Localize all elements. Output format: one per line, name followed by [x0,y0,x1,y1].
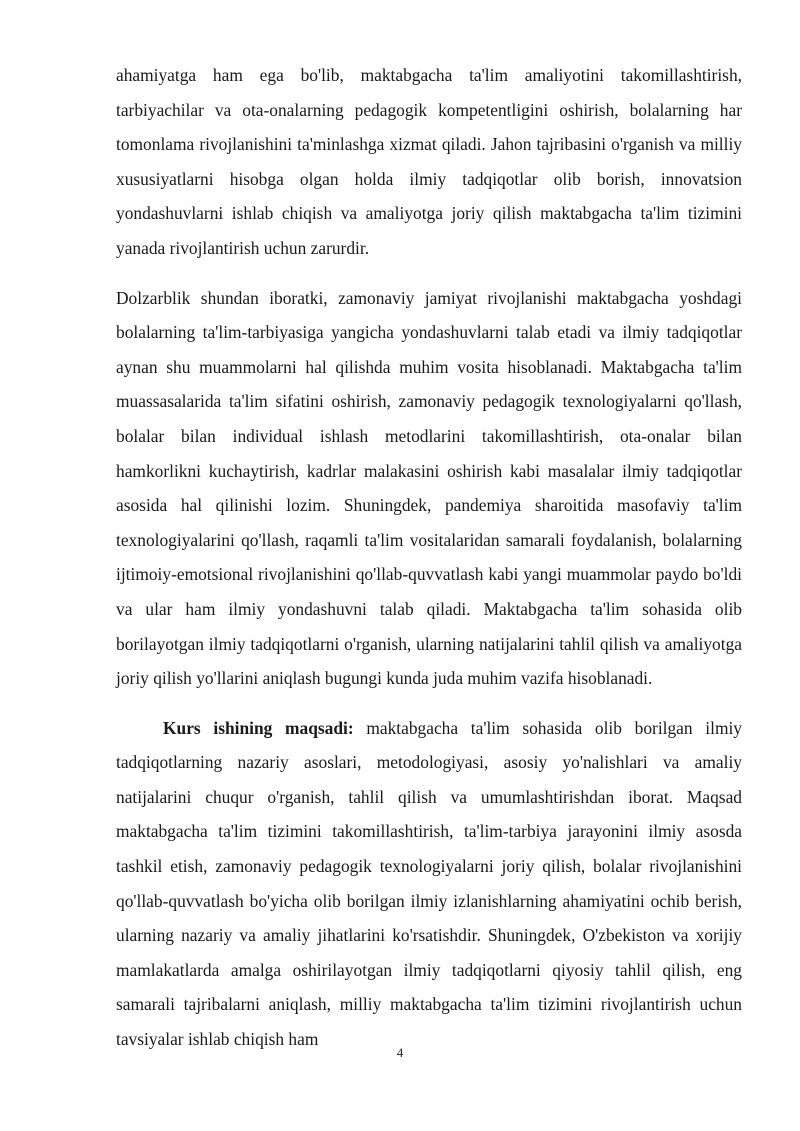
paragraph-significance [116,58,742,266]
paragraph-lead-heading: Kurs ishining maqsadi: [163,717,354,738]
document-body [116,58,742,1072]
paragraph-course-goal [116,711,742,1057]
paragraph-text: Dolzarblik shundan iboratki, zamonaviy jamiyat rivojlanishi maktabgacha yoshdagi bolalarning ta'lim-tarbiyasiga yangicha yondashuvlarni talab etadi va ilmiy tadqiqotlar aynan shu muammolarni hal qilishda muhim vosita hisoblanadi. Maktabgacha ta'lim muassasalarida ta'lim sifatini oshirish, zamonaviy pedagogik texnologiyalarni qo'llash, bolalar bilan individual ishlash metodlarini takomillashtirish, ota-onalar bilan hamkorlikni kuchaytirish, kadrlar malakasini oshirish kabi masalalar ilmiy tadqiqotlar asosida hal qilinishi lozim. Shuningdek, pandemiya sharoitida masofaviy ta'lim texnologiyalarini qo'llash, raqamli ta'lim vositalaridan samarali foydalanish, bolalarning ijtimoiy-emotsional rivojlanishini qo'llab-quvvatlash kabi yangi muammolar paydo bo'ldi va ular ham ilmiy yondashuvni talab qiladi. Maktabgacha ta'lim sohasida olib borilayotgan ilmiy tadqiqotlarni o'rganish, ularning natijalarini tahlil qilish va amaliyotga joriy qilish yo'llarini aniqlash bugungi kunda juda muhim vazifa hisoblanadi. [116,287,742,689]
paragraph-text: maktabgacha ta'lim sohasida olib borilgan ilmiy tadqiqotlarning nazariy asoslari, metodologiyasi, asosiy yo'nalishlari va amaliy natijalarini chuqur o'rganish, tahlil qilish va umumlashtirishdan iborat. Maqsad maktabgacha ta'lim tizimini takomillashtirish, ta'lim-tarbiya jarayonini ilmiy asosda tashkil etish, zamonaviy pedagogik texnologiyalarni joriy qilish, bolalar rivojlanishini qo'llab-quvvatlash bo'yicha olib borilgan ilmiy izlanishlarning ahamiyatini ochib berish, ularning nazariy va amaliy jihatlarini ko'rsatishdir. Shuningdek, O'zbekiston va xorijiy mamlakatlarda amalga oshirilayotgan ilmiy tadqiqotlarni qiyosiy tahlil qilish, eng samarali tajribalarni aniqlash, milliy maktabgacha ta'lim tizimini rivojlantirish uchun tavsiyalar ishlab chiqish ham [116,717,743,1050]
page-number: 4 [396,1045,404,1060]
paragraph-text: ahamiyatga ham ega bo'lib, maktabgacha ta'lim amaliyotini takomillashtirish, tarbiyachilar va ota-onalarning pedagogik kompetentligini oshirish, bolalarning har tomonlama rivojlanishini ta'minlashga xizmat qiladi. Jahon tajribasini o'rganish va milliy xususiyatlarni hisobga olgan holda ilmiy tadqiqotlar olib borish, innovatsion yondashuvlarni ishlab chiqish va amaliyotga joriy qilish maktabgacha ta'lim tizimini yanada rivojlantirish uchun zarurdir. [116,65,742,258]
paragraph-relevance [116,281,742,696]
